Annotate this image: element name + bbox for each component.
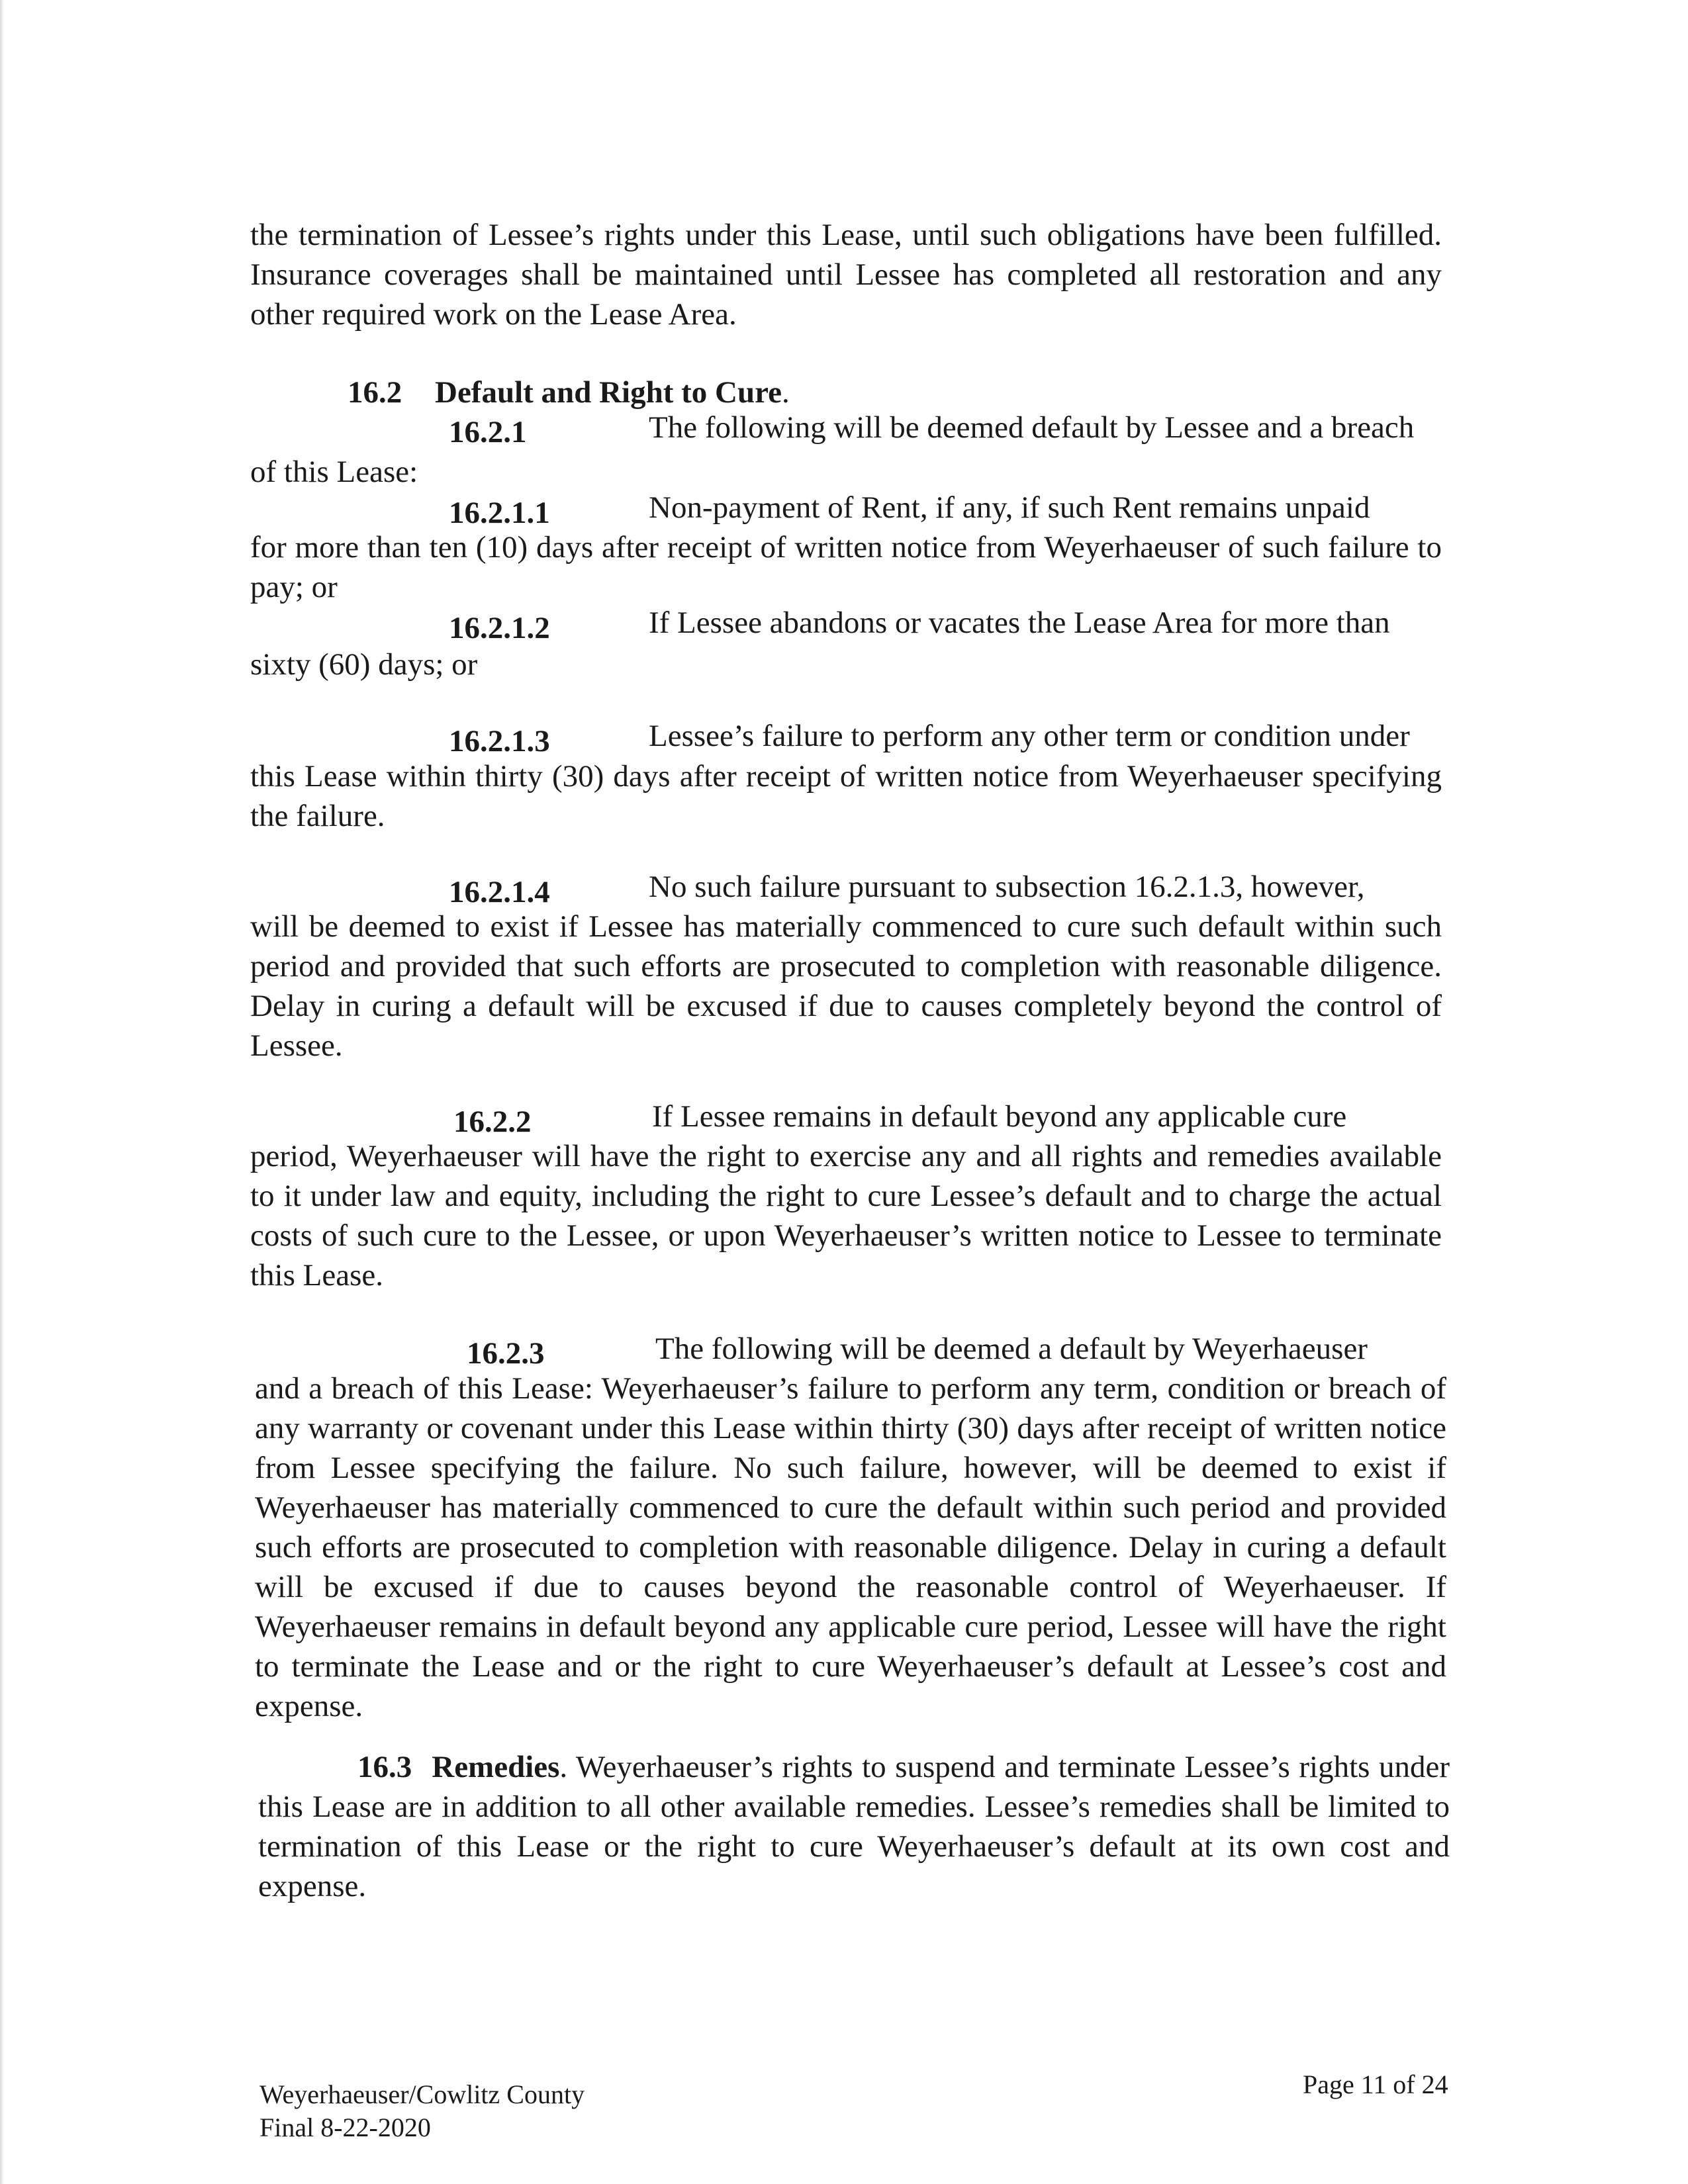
heading-period: . (781, 375, 790, 410)
page-number: Page 11 of 24 (1303, 2070, 1448, 2099)
section-heading: Remedies (432, 1750, 560, 1784)
subsection-16-2-1-1-continuation: for more than ten (10) days after receipt of written notice from Weyerhaeuser of such failure to pay; or (250, 530, 1442, 604)
section-number: 16.2 (348, 375, 402, 410)
subsection-16-2-2-first-line: If Lessee remains in default beyond any applicable cure (652, 1099, 1347, 1134)
subsection-16-2-2-continuation: period, Weyerhaeuser will have the right to exercise any and all rights and remedies available to it under law and equity, including the right to cure Lessee’s default and to charge the actual costs of such cure to the Lessee, or upon Weyerhaeuser’s written notice to Lessee to terminate this Lease. (250, 1139, 1442, 1293)
section-16-3-text: . Weyerhaeuser’s rights to suspend and terminate Lessee’s rights under this Lease are in addition to all other available remedies. Lessee’s remedies shall be limited to termination of this Lease or the right to cure Weyerhaeuser’s default at its own cost and expense. (258, 1750, 1450, 1903)
subsection-16-2-1-first-line: The following will be deemed default by Lessee and a breach (649, 410, 1415, 445)
subsection-16-2-1-continuation: of this Lease: (250, 455, 418, 489)
footer-left-line1: Weyerhaeuser/Cowlitz County (259, 2079, 585, 2109)
subsection-16-2-1-2-number: 16.2.1.2 (449, 611, 550, 645)
subsection-16-2-3-number: 16.2.3 (467, 1336, 545, 1371)
subsection-16-2-3-first-line: The following will be deemed a default by Weyerhaeuser (655, 1332, 1368, 1366)
subsection-16-2-1-1-number: 16.2.1.1 (449, 496, 550, 530)
subsection-16-2-1-3-first-line: Lessee’s failure to perform any other term or condition under (649, 719, 1410, 753)
intro-paragraph: the termination of Lessee’s rights under this Lease, until such obligations have been fulfilled. Insurance coverages shall be maintained until Lessee has completed all restoration and any other required work on the Lease Area. (250, 218, 1442, 332)
subsection-16-2-2-number: 16.2.2 (453, 1105, 532, 1139)
subsection-16-2-1-2-continuation: sixty (60) days; or (250, 647, 478, 682)
scan-edge-shadow (0, 0, 4, 2184)
subsection-16-2-3-continuation: and a breach of this Lease: Weyerhaeuser’s failure to perform any term, condition or breach of any warranty or covenant under this Lease within thirty (30) days after receipt of written notice from Lessee specifying the failure. No such failure, however, will be deemed to exist if Weyerhaeuser has materially commenced to cure the default within such period and provided such efforts are prosecuted to completion with reasonable diligence. Delay in curing a default will be excused if due to causes beyond the reasonable control of Weyerhaeuser. If Weyerhaeuser remains in default beyond any applicable cure period, Lessee will have the right to terminate the Lease and or the right to cure Weyerhaeuser’s default at Lessee’s cost and expense. (255, 1371, 1446, 1723)
subsection-16-2-1-2-first-line: If Lessee abandons or vacates the Lease Area for more than (649, 606, 1390, 640)
section-16-2-heading (348, 373, 790, 412)
section-heading: Default and Right to Cure (435, 375, 782, 410)
subsection-16-2-1-number: 16.2.1 (449, 415, 527, 449)
subsection-16-2-1-4-first-line: No such failure pursuant to subsection 16.2.1.3, however, (649, 870, 1365, 904)
footer-left-line2: Final 8-22-2020 (259, 2113, 431, 2142)
subsection-16-2-1-3-continuation: this Lease within thirty (30) days after receipt of written notice from Weyerhaeuser specifying the failure. (250, 759, 1442, 833)
subsection-16-2-1-3-number: 16.2.1.3 (449, 724, 550, 758)
section-16-3 (258, 1747, 1450, 1906)
section-number: 16.3 (357, 1750, 412, 1784)
subsection-16-2-1-4-number: 16.2.1.4 (449, 875, 550, 909)
subsection-16-2-1-4-continuation: will be deemed to exist if Lessee has materially commenced to cure such default within such period and provided that such efforts are prosecuted to completion with reasonable diligence. Delay in curing a default will be excused if due to causes completely beyond the control of Lessee. (250, 909, 1442, 1063)
subsection-16-2-1-1-first-line: Non-payment of Rent, if any, if such Rent remains unpaid (649, 490, 1370, 525)
